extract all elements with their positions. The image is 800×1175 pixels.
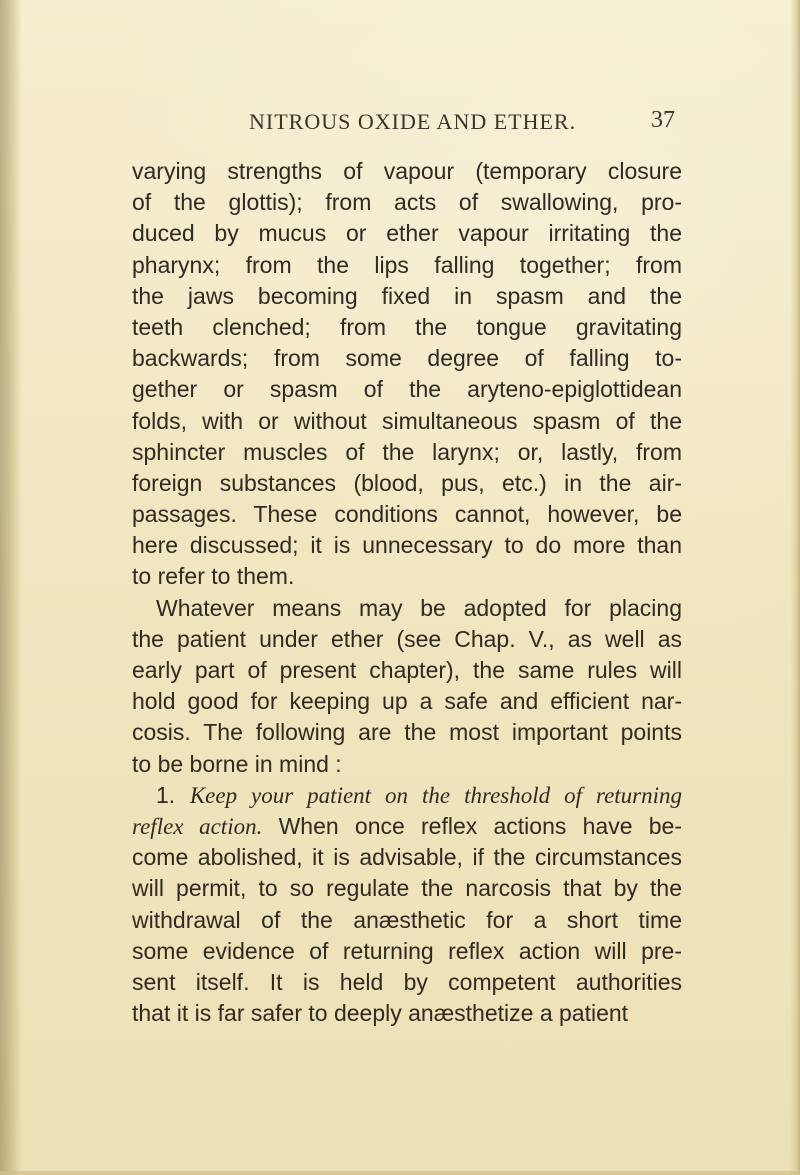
text-line: sphincter muscles of the larynx; or, lastly, from bbox=[132, 438, 682, 465]
text-line: will permit, to so regulate the narcosis that by the bbox=[132, 875, 682, 902]
text-line: sent itself. It is held by competent authorities bbox=[132, 968, 682, 995]
text-line: duced by mucus or ether vapour irritating the bbox=[132, 220, 682, 247]
text-line: some evidence of returning reflex action will pre- bbox=[132, 937, 682, 964]
page-right-edge bbox=[790, 0, 800, 1175]
text-run: When once reflex actions have be- bbox=[262, 812, 682, 839]
text-line: to refer to them. bbox=[132, 563, 295, 590]
text-line: pharynx; from the lips falling together; from bbox=[132, 251, 682, 278]
text-line: backwards; from some degree of falling to- bbox=[132, 345, 682, 372]
text-line: teeth clenched; from the tongue gravitating bbox=[132, 313, 682, 340]
text-line: to be borne in mind : bbox=[132, 750, 342, 777]
italic-rule-text: Keep your patient on the threshold of returning bbox=[189, 782, 683, 808]
text-line: varying strengths of vapour (temporary closure bbox=[132, 158, 682, 184]
text-line: folds, with or without simultaneous spasm of the bbox=[132, 407, 682, 434]
text-line: that it is far safer to deeply anæsthetize a patient bbox=[132, 1000, 629, 1027]
text-line: hold good for keeping up a safe and efficient nar- bbox=[132, 688, 682, 715]
page-binding-shadow bbox=[0, 0, 22, 1175]
text-line: come abolished, it is advisable, if the circumstances bbox=[132, 844, 682, 871]
list-number: 1. bbox=[156, 781, 190, 808]
text-line: gether or spasm of the aryteno-epiglottidean bbox=[132, 376, 682, 403]
text-line: Whatever means may be adopted for placing bbox=[156, 594, 682, 621]
page-header bbox=[131, 101, 675, 137]
numbered-heading-line bbox=[132, 780, 682, 811]
text-line: the jaws becoming fixed in spasm and the bbox=[132, 282, 682, 309]
text-line: here discussed; it is unnecessary to do more than bbox=[132, 532, 682, 559]
running-head: NITROUS OXIDE AND ETHER. bbox=[249, 109, 577, 134]
text-line: cosis. The following are the most important points bbox=[132, 719, 682, 746]
text-line: the patient under ether (see Chap. V., as well as bbox=[132, 625, 682, 652]
mixed-text-line bbox=[132, 811, 682, 842]
text-line: passages. These conditions cannot, however, be bbox=[132, 501, 682, 528]
text-line: early part of present chapter), the same rules will bbox=[132, 657, 682, 683]
text-line: withdrawal of the anæsthetic for a short time bbox=[132, 906, 682, 933]
text-line: foreign substances (blood, pus, etc.) in the air- bbox=[132, 469, 682, 496]
page-bottom-edge bbox=[0, 1171, 800, 1175]
body-text bbox=[132, 156, 682, 1029]
page-number: 37 bbox=[651, 107, 675, 133]
text-line: of the glottis); from acts of swallowing, pro- bbox=[132, 189, 682, 216]
italic-rule-text: reflex action. bbox=[132, 813, 263, 839]
